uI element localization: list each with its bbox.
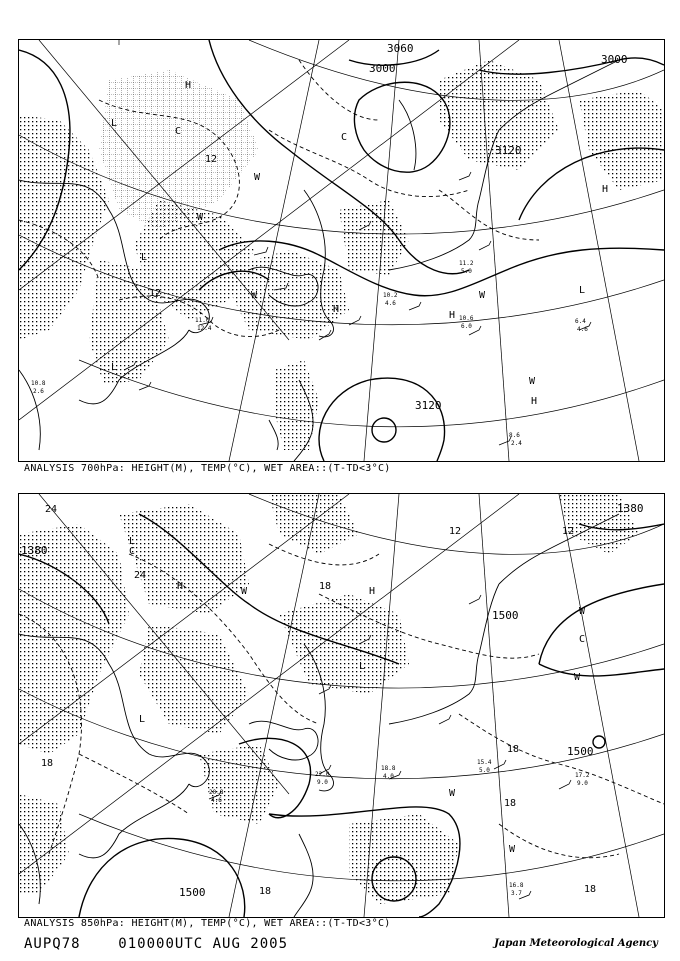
isotherm-label: 18 bbox=[507, 744, 520, 755]
contour-label: 1500 bbox=[567, 745, 594, 758]
station-dewpoint-depression: 9.0 bbox=[317, 779, 328, 786]
contour-label: 3120 bbox=[415, 399, 442, 412]
station-temp: 15.4 bbox=[477, 759, 492, 766]
low-center: L bbox=[111, 118, 118, 129]
wet-areas bbox=[19, 494, 639, 904]
station-dewpoint-depression: 9.0 bbox=[577, 780, 588, 787]
high-center: H bbox=[333, 304, 340, 315]
isotherm-label: 24 bbox=[45, 504, 58, 515]
warm-marker: W bbox=[579, 606, 586, 617]
station-dewpoint-depression: 3.7 bbox=[511, 890, 522, 897]
product-code: AUPQ78 bbox=[24, 936, 81, 952]
warm-marker: W bbox=[241, 586, 248, 597]
low-center: L bbox=[579, 285, 586, 296]
high-center: H bbox=[602, 184, 609, 195]
contour-label: 3000 bbox=[369, 62, 396, 75]
panel-caption-850hpa: ANALYSIS 850hPa: HEIGHT(M), TEMP(°C), WET AREA::(T-TD<3°C) bbox=[24, 918, 391, 929]
station-dewpoint-depression: 4.6 bbox=[577, 326, 588, 333]
station-dewpoint-depression: 12.4 bbox=[197, 325, 212, 332]
station-temp: 11.2 bbox=[459, 260, 474, 267]
isotherm-label: 12 bbox=[449, 526, 462, 537]
isotherm-label: 12 bbox=[149, 288, 162, 299]
low-center: L bbox=[139, 714, 146, 725]
map-panel-700hpa bbox=[18, 39, 665, 462]
contour-label: 1380 bbox=[21, 544, 48, 557]
station-dewpoint-depression: 4.6 bbox=[385, 300, 396, 307]
low-center: L bbox=[111, 362, 118, 373]
station-temp: 22.0 bbox=[315, 771, 330, 778]
map-700hpa bbox=[19, 40, 664, 461]
contour-label: 3000 bbox=[601, 53, 628, 66]
cold-marker: C bbox=[129, 546, 136, 557]
station-dewpoint-depression: 6.0 bbox=[461, 323, 472, 330]
isotherm-label: 12 bbox=[205, 154, 218, 165]
isotherm-label: 24 bbox=[134, 570, 147, 581]
isotherm-label: 18 bbox=[504, 798, 517, 809]
chart-identifier bbox=[24, 936, 288, 952]
warm-marker: W bbox=[254, 172, 261, 183]
warm-marker: W bbox=[509, 844, 516, 855]
high-center: H bbox=[185, 80, 192, 91]
high-center: H bbox=[177, 581, 184, 592]
station-dewpoint-depression: 2.6 bbox=[33, 388, 44, 395]
station-dewpoint-depression: 4.6 bbox=[211, 797, 222, 804]
low-center: L bbox=[141, 252, 148, 263]
contour-label: 1500 bbox=[179, 886, 206, 899]
warm-marker: W bbox=[574, 672, 581, 683]
station-temp: 11.0 bbox=[195, 317, 210, 324]
station-dewpoint-depression: 5.0 bbox=[479, 767, 490, 774]
contour-label: 3060 bbox=[387, 42, 414, 55]
panel-caption-700hpa: ANALYSIS 700hPa: HEIGHT(M), TEMP(°C), WET AREA::(T-TD<3°C) bbox=[24, 463, 391, 474]
station-temp: 10.8 bbox=[31, 380, 46, 387]
high-center: H bbox=[449, 310, 456, 321]
cold-marker: C bbox=[175, 126, 182, 137]
warm-marker: W bbox=[529, 376, 536, 387]
station-dewpoint-depression: 2.4 bbox=[511, 440, 522, 447]
contour-label: 1500 bbox=[492, 609, 519, 622]
station-temp: 10.6 bbox=[459, 315, 474, 322]
station-temp: 6.4 bbox=[575, 318, 586, 325]
isotherm-label: 18 bbox=[319, 581, 332, 592]
isotherm-label: 18 bbox=[259, 886, 272, 897]
warm-marker: W bbox=[251, 290, 258, 301]
map-850hpa bbox=[19, 494, 664, 917]
warm-marker: W bbox=[197, 212, 204, 223]
station-dewpoint-depression: 4.0 bbox=[383, 773, 394, 780]
cold-marker: C bbox=[579, 634, 586, 645]
high-center: H bbox=[531, 396, 538, 407]
station-temp: 8.6 bbox=[509, 432, 520, 439]
low-center: L bbox=[129, 536, 136, 547]
contour-label: 3120 bbox=[495, 144, 522, 157]
station-temp: 10.2 bbox=[383, 292, 398, 299]
isotherm-label: 18 bbox=[584, 884, 597, 895]
low-center: L bbox=[359, 661, 366, 672]
isotherm-labels bbox=[41, 504, 596, 897]
valid-time: 010000UTC AUG 2005 bbox=[118, 936, 289, 952]
isotherm-label: 12 bbox=[562, 526, 575, 537]
station-temp: 17.2 bbox=[575, 772, 590, 779]
cold-marker: C bbox=[341, 132, 348, 143]
station-temp: 18.8 bbox=[381, 765, 396, 772]
station-temp: 16.8 bbox=[509, 882, 524, 889]
warm-marker: W bbox=[479, 290, 486, 301]
high-center: H bbox=[369, 586, 376, 597]
station-dewpoint-depression: 5.0 bbox=[461, 268, 472, 275]
warm-marker: W bbox=[449, 788, 456, 799]
agency-name: Japan Meteorological Agency bbox=[494, 938, 658, 949]
isotherm-label: 18 bbox=[41, 758, 54, 769]
station-temp: 20.8 bbox=[209, 789, 224, 796]
contour-label: 1380 bbox=[617, 502, 644, 515]
map-panel-850hpa bbox=[18, 493, 665, 918]
